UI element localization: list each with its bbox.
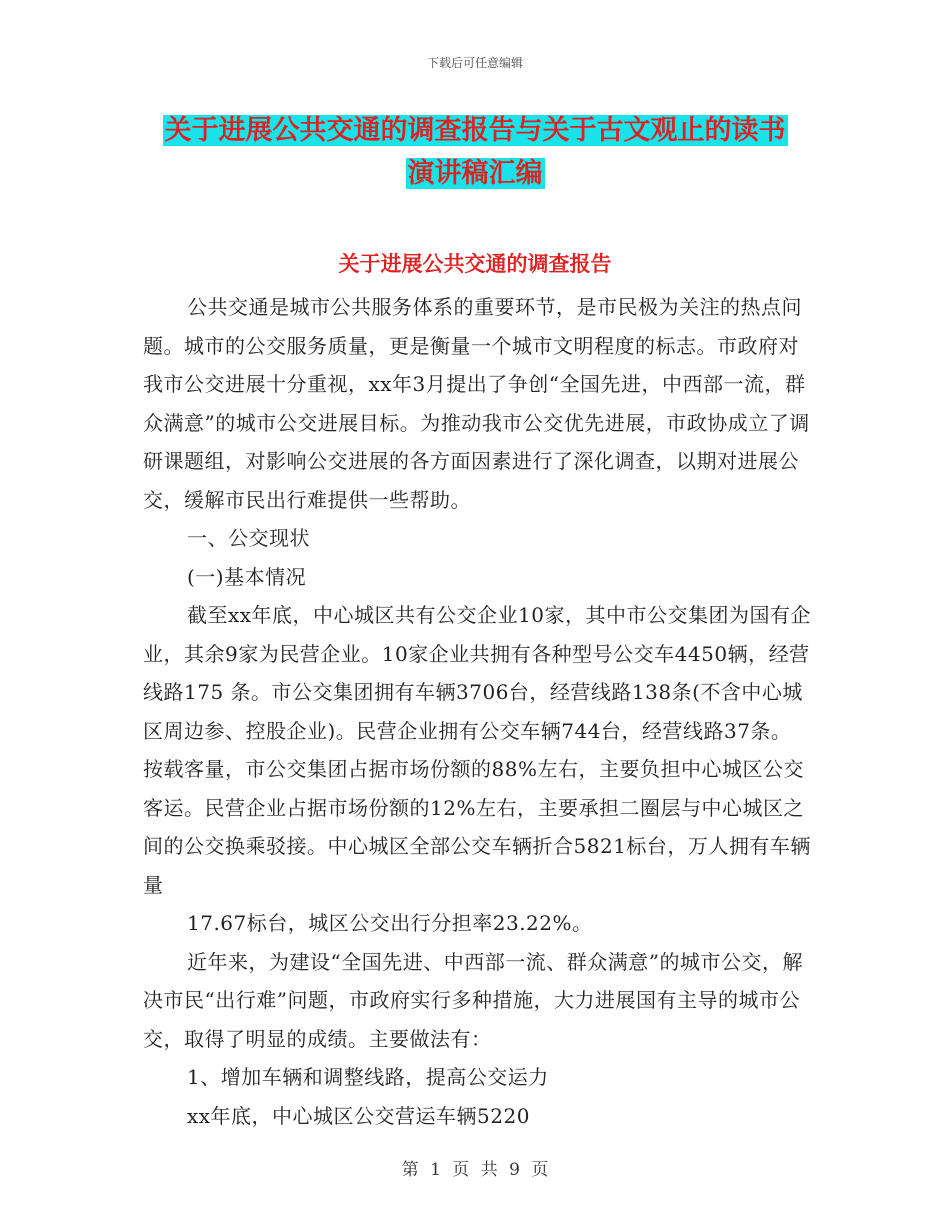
title-line-2-text: 演讲稿汇编 [407, 158, 543, 189]
paragraph-stats-continued: 17.67标台，城区公交出行分担率23.22%。 [187, 911, 593, 935]
section-title: 关于进展公共交通的调查报告 [338, 252, 612, 276]
heading-basic-situation: (一)基本情况 [187, 564, 307, 589]
document-title-line-1 [0, 113, 950, 149]
document-title-line-2 [0, 156, 950, 192]
page-footer: 第 1 页 共 9 页 [401, 1160, 549, 1180]
heading-increase-vehicles: 1、增加车辆和调整线路，提高公交运力 [187, 1065, 549, 1089]
paragraph-recent-years: 近年来，为建设“全国先进、中西部一流、群众满意”的城市公交，解决市民“出行难”问题，市政府实行多种措施，大力进展国有主导的城市公交，取得了明显的成绩。主要做法有： [143, 949, 803, 1051]
page-header-note: 下载后可任意编辑 [426, 56, 523, 70]
title-line-1-text: 关于进展公共交通的调查报告与关于古文观止的读书 [164, 115, 786, 146]
heading-public-transit-status: 一、公交现状 [187, 526, 310, 550]
paragraph-vehicle-count: xx年底，中心城区公交营运车辆5220 [187, 1103, 530, 1128]
document-body [143, 288, 811, 1135]
paragraph-intro: 公共交通是城市公共服务体系的重要环节，是市民极为关注的热点问题。城市的公交服务质量，更是衡量一个城市文明程度的标志。市政府对我市公交进展十分重视，xx年3月提出了争创“全国先进，中西部一流，群众满意”的城市公交进展目标。为推动我市公交优先进展，市政协成立了调研课题组，对影响公交进展的各方面因素进行了深化调查，以期对进展公交，缓解市民出行难提供一些帮助。 [143, 295, 810, 512]
paragraph-basic-stats: 截至xx年底，中心城区共有公交企业10家，其中市公交集团为国有企业，其余9家为民营企业。10家企业共拥有各种型号公交车4450辆，经营线路175 条。市公交集团拥有车辆3706台，经营线路138条(不含中心城区周边参、控股企业)。民营企业拥有公交车辆744台，经营线路37条。按载客量，市公交集团占据市场份额的88%左右，主要负担中心城区公交客运。民营企业占据市场份额的12%左右，主要承担二圈层与中心城区之间的公交换乘驳接。中心城区全部公交车辆折合5821标台，万人拥有车辆量 [143, 603, 812, 897]
